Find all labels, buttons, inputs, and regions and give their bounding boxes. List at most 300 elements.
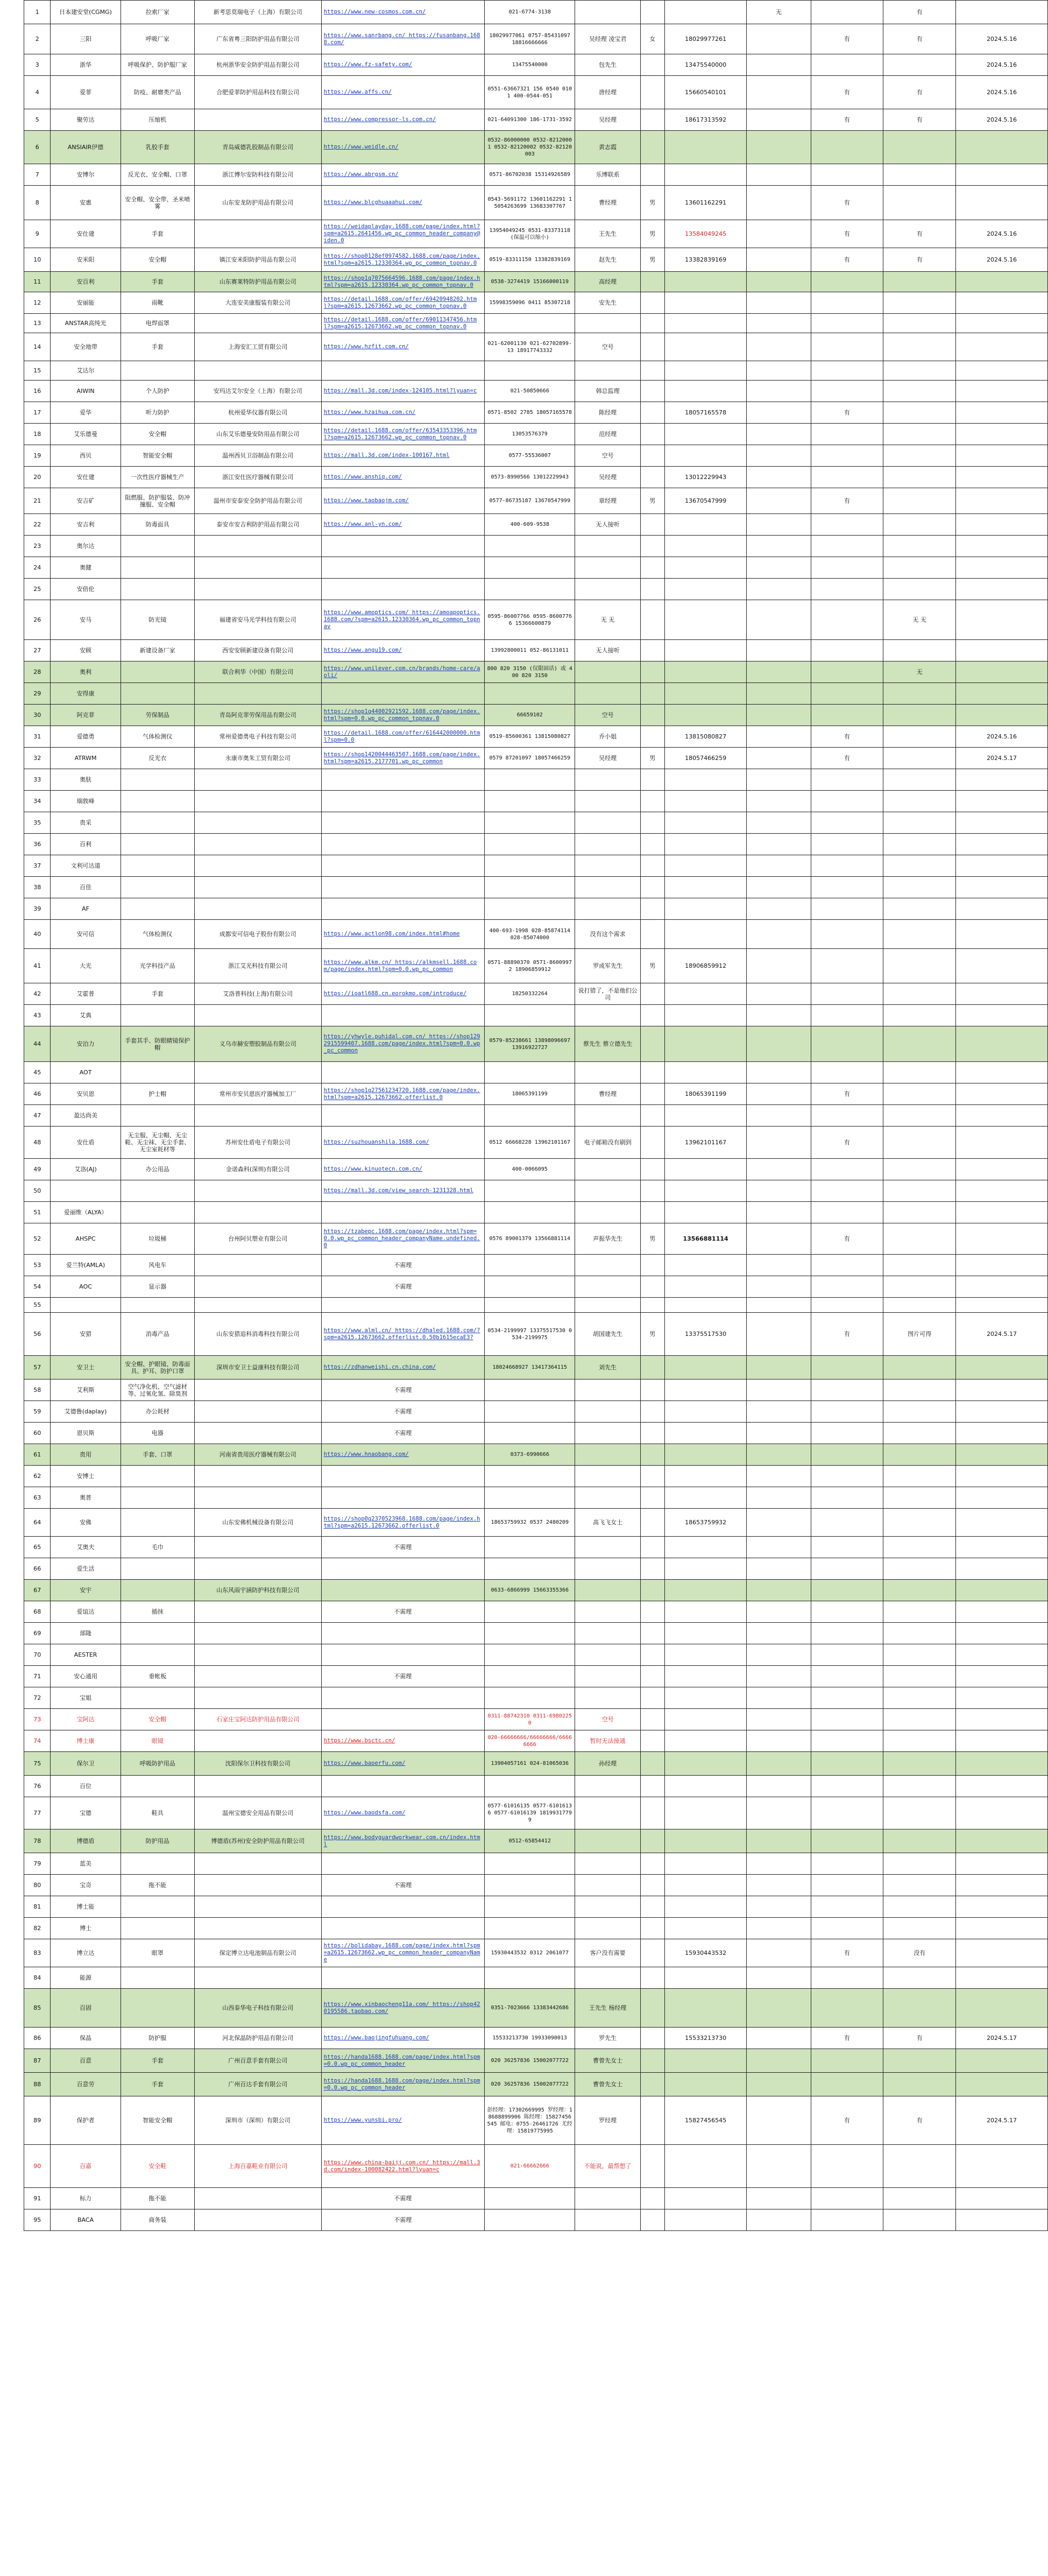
status-cell [747, 1580, 811, 1601]
website-link[interactable]: https://www.new-cosmos.com.cn/ [321, 1, 484, 24]
brand-cell: ATRWM [51, 748, 121, 769]
brand-cell: AOC [51, 1276, 121, 1298]
table-row [24, 877, 1048, 898]
category-cell [121, 855, 194, 877]
website-link[interactable]: https://www.weidle.cn/ [321, 131, 484, 164]
sex-cell [640, 769, 664, 791]
mobile-cell [664, 769, 747, 791]
phone-cell: 0543-5691172 13601162291 15054263699 13683307767 [484, 186, 575, 220]
date-cell [956, 834, 1048, 855]
table-row [24, 2028, 1048, 2049]
website-link[interactable]: https://www.compressor-ls.com.cn/ [321, 109, 484, 131]
sex-cell [640, 791, 664, 812]
company-cell: 联合利华（中国）有限公司 [194, 661, 321, 683]
category-cell: 雨靴 [121, 292, 194, 314]
row-number: 56 [24, 1313, 51, 1356]
website-link[interactable]: https://www.bodyguardworkwear.com.cn/index.html [321, 1829, 484, 1853]
status-cell [747, 402, 811, 424]
mobile-cell [664, 1829, 747, 1853]
phone-cell [484, 855, 575, 877]
phone-cell: 021-62001130 021-62702899-13 18917743332 [484, 333, 575, 361]
sex-cell [640, 54, 664, 76]
sex-cell: 男 [640, 488, 664, 514]
status-cell [747, 1829, 811, 1853]
row-number: 89 [24, 2096, 51, 2145]
website-link [321, 1580, 484, 1601]
mark2-cell: 没有 [883, 1939, 956, 1967]
website-link[interactable]: https://www.fz-safety.com/ [321, 54, 484, 76]
contact-cell [575, 1005, 640, 1026]
brand-cell: 安心通用 [51, 1666, 121, 1687]
website-link [321, 536, 484, 557]
date-cell [956, 1356, 1048, 1380]
mark1-cell [811, 292, 883, 314]
website-link[interactable]: https://www.hnaobang.com/ [321, 1444, 484, 1466]
sex-cell [640, 1558, 664, 1580]
category-cell [121, 1776, 194, 1797]
row-number: 80 [24, 1875, 51, 1896]
website-link[interactable]: https://www.baojingfuhuang.com/ [321, 2028, 484, 2049]
mobile-cell: 13815080827 [664, 726, 747, 748]
mark1-cell [811, 1298, 883, 1313]
mark1-cell [811, 683, 883, 705]
date-cell [956, 661, 1048, 683]
mobile-cell [664, 1918, 747, 1939]
category-cell: 毛巾 [121, 1537, 194, 1558]
category-cell [121, 834, 194, 855]
row-number: 11 [24, 272, 51, 292]
table-row [24, 834, 1048, 855]
mobile-cell [664, 2145, 747, 2188]
mark2-cell [883, 1159, 956, 1180]
website-link[interactable]: https://mall.3d.com/index-124105.html?lyuan=c [321, 381, 484, 402]
supplier-table [24, 0, 1048, 2231]
mark2-cell [883, 424, 956, 445]
status-cell [747, 705, 811, 726]
brand-cell: ANSTAR高纯光 [51, 314, 121, 333]
contact-cell: 客户没有需要 [575, 1939, 640, 1967]
website-link[interactable]: https://handa1688.1688.com/page/index.html?spm=0.0.wp_pc_common_header [321, 2049, 484, 2073]
company-cell [194, 1623, 321, 1644]
contact-cell: 章经理 [575, 488, 640, 514]
contact-cell: 高经理 [575, 272, 640, 292]
status-cell [747, 949, 811, 983]
mark2-cell [883, 381, 956, 402]
table-row [24, 1298, 1048, 1313]
website-link[interactable]: https://mall.3d.com/view_search-1231328.html [321, 1180, 484, 1202]
phone-cell: 021-66662666 [484, 2145, 575, 2188]
mobile-cell [664, 1180, 747, 1202]
website-link[interactable]: https://www.blcghuaaahui.com/ [321, 186, 484, 220]
row-number: 6 [24, 131, 51, 164]
status-cell [747, 877, 811, 898]
mobile-cell [664, 1797, 747, 1829]
website-link[interactable]: https://www.angu19.com/ [321, 640, 484, 661]
phone-cell [484, 557, 575, 579]
mobile-cell: 18906859912 [664, 949, 747, 983]
row-number: 35 [24, 812, 51, 834]
brand-cell: 爱菲 [51, 76, 121, 109]
company-cell [194, 1380, 321, 1401]
website-link: 不需理 [321, 1401, 484, 1423]
website-link[interactable]: https://detail.1688.com/offer/69011347456.html?spm=a2615.12673662.wp_pc_common_topnav.0 [321, 314, 484, 333]
brand-cell: 奥尔达 [51, 536, 121, 557]
website-link[interactable]: https://www.abrgsm.cn/ [321, 164, 484, 186]
category-cell: 风电车 [121, 1255, 194, 1276]
contact-cell: 胡国建先生 [575, 1313, 640, 1356]
website-link[interactable]: https://detail.1688.com/offer/616442000000.html?spm=0.0 [321, 726, 484, 748]
mark1-cell [811, 2145, 883, 2188]
company-cell: 广州百意手套有限公司 [194, 2049, 321, 2073]
mark2-cell: 有 [883, 1, 956, 24]
sex-cell [640, 1026, 664, 1062]
row-number: 78 [24, 1829, 51, 1853]
website-link[interactable]: https://www.affs.cn/ [321, 76, 484, 109]
brand-cell: 能源 [51, 1967, 121, 1989]
contact-cell: 包先生 [575, 54, 640, 76]
category-cell [121, 812, 194, 834]
row-number: 51 [24, 1202, 51, 1223]
brand-cell: 大光 [51, 949, 121, 983]
brand-cell: 安宇 [51, 1580, 121, 1601]
row-number: 71 [24, 1666, 51, 1687]
website-link[interactable]: https://www.bsctc.cn/ [321, 1730, 484, 1752]
website-link[interactable]: https://www.baodsfa.com/ [321, 1797, 484, 1829]
company-cell [194, 314, 321, 333]
category-cell: 安全帽 [121, 248, 194, 272]
contact-cell [575, 1180, 640, 1202]
row-number: 7 [24, 164, 51, 186]
category-cell [121, 1644, 194, 1666]
contact-cell: 无人接听 [575, 640, 640, 661]
contact-cell [575, 812, 640, 834]
brand-cell: 安卫士 [51, 1356, 121, 1380]
sex-cell: 男 [640, 949, 664, 983]
contact-cell: 曹曾先女士 [575, 2049, 640, 2073]
website-link[interactable]: https://www.xinbaocheng11a.com/ https://shop420195586.taobao.com/ [321, 1989, 484, 2028]
row-number: 73 [24, 1709, 51, 1730]
company-cell: 青岛威德乳胶制品有限公司 [194, 131, 321, 164]
website-link [321, 791, 484, 812]
website-link[interactable]: https://www.china-baijj.com.cn/ https://mall.3d.com/index-100082422.html?lyuan=c [321, 2145, 484, 2188]
mark2-cell [883, 1083, 956, 1105]
contact-cell: 黄志霞 [575, 131, 640, 164]
company-cell [194, 683, 321, 705]
table-row [24, 2096, 1048, 2145]
contact-cell [575, 1401, 640, 1423]
table-row [24, 314, 1048, 333]
row-number: 26 [24, 600, 51, 640]
category-cell: 手套其手、防眼睛镜保护帽 [121, 1026, 194, 1062]
website-link[interactable]: https://shop1q27561234720.1688.com/page/index.html?spm=a2615.12673662.offerlist.0 [321, 1083, 484, 1105]
website-link[interactable]: https://www.actlon98.com/index.html#home [321, 920, 484, 949]
table-row [24, 1380, 1048, 1401]
sex-cell: 男 [640, 748, 664, 769]
brand-cell: 安马 [51, 600, 121, 640]
category-cell: 呼吸防护用品 [121, 1752, 194, 1776]
website-link[interactable]: https://www.alkm.cn/ https://alkmsell.1688.com/page/index.html?spm=0.0.wp_pc_common [321, 949, 484, 983]
website-link[interactable]: https://handa1688.1688.com/page/index.html?spm=0.0.wp_pc_common_header [321, 2073, 484, 2096]
row-number: 70 [24, 1644, 51, 1666]
contact-cell [575, 579, 640, 600]
table-row [24, 983, 1048, 1005]
mark2-cell [883, 920, 956, 949]
contact-cell: 蔡先生 蔡立德先生 [575, 1026, 640, 1062]
phone-cell: 800 820 3150 (仅限固话) 或 400 820 3150 [484, 661, 575, 683]
mobile-cell [664, 1623, 747, 1644]
website-link[interactable]: https://www.sanrbang.cn/ https://fusanbang.1688.com/ [321, 24, 484, 54]
company-cell [194, 1466, 321, 1487]
row-number: 72 [24, 1687, 51, 1709]
status-cell [747, 1380, 811, 1401]
date-cell [956, 683, 1048, 705]
contact-cell: 罗先生 [575, 2028, 640, 2049]
date-cell [956, 1623, 1048, 1644]
company-cell: 浙江博尔安防科技有限公司 [194, 164, 321, 186]
company-cell [194, 1853, 321, 1875]
phone-cell: 0577-55536007 [484, 445, 575, 467]
date-cell [956, 640, 1048, 661]
table-row [24, 54, 1048, 76]
row-number: 21 [24, 488, 51, 514]
table-row [24, 1537, 1048, 1558]
website-link[interactable]: https://weidaplayday.1688.com/page/index.html?spm=a2615.2641456.wp_pc_common_header_company@iden.0 [321, 220, 484, 248]
status-cell [747, 1776, 811, 1797]
row-number: 60 [24, 1423, 51, 1444]
row-number: 16 [24, 381, 51, 402]
sex-cell [640, 1580, 664, 1601]
category-cell: 护士帽 [121, 1083, 194, 1105]
mobile-cell [664, 164, 747, 186]
phone-cell: 0595-86007766 0595-86007766 15366600879 [484, 600, 575, 640]
website-link[interactable]: https://www.amoptics.com/ https://amoapoptics.1688.com/?spm=a2615.12330364.wp_pc_common_topnav [321, 600, 484, 640]
contact-cell [575, 1580, 640, 1601]
mark2-cell [883, 1918, 956, 1939]
sex-cell [640, 1666, 664, 1687]
status-cell [747, 333, 811, 361]
category-cell [121, 1967, 194, 1989]
company-cell [194, 579, 321, 600]
sex-cell [640, 877, 664, 898]
mark1-cell [811, 1853, 883, 1875]
table-row [24, 2073, 1048, 2096]
status-cell [747, 186, 811, 220]
website-link[interactable]: https://detail.1688.com/offer/69420948202.html?spm=a2615.12673662.wp_pc_common_topnav.0 [321, 292, 484, 314]
category-cell: 防护服 [121, 2028, 194, 2049]
mark1-cell [811, 314, 883, 333]
table-row [24, 898, 1048, 920]
mark1-cell [811, 1687, 883, 1709]
phone-cell: 0373-6990666 [484, 1444, 575, 1466]
mark2-cell: 无 [883, 661, 956, 683]
contact-cell: 不能说，最帮想了 [575, 2145, 640, 2188]
website-link[interactable]: https://www.anl-yn.com/ [321, 514, 484, 536]
company-cell: 永康市奥朱工贸有限公司 [194, 748, 321, 769]
mark1-cell [811, 1752, 883, 1776]
mobile-cell [664, 333, 747, 361]
status-cell [747, 1298, 811, 1313]
mark1-cell [811, 769, 883, 791]
brand-cell: 艾利斯 [51, 1380, 121, 1401]
sex-cell [640, 2073, 664, 2096]
brand-cell: 爱华 [51, 402, 121, 424]
category-cell: 智能安全帽 [121, 2096, 194, 2145]
phone-cell: 0519-85600361 13815080827 [484, 726, 575, 748]
website-link[interactable]: https://shop0q2370523968.1688.com/page/index.html?spm=a2615.12673662.offerlist.0 [321, 1509, 484, 1537]
mark2-cell [883, 640, 956, 661]
category-cell: 压缩机 [121, 109, 194, 131]
mobile-cell [664, 1005, 747, 1026]
row-number: 85 [24, 1989, 51, 2028]
website-link[interactable]: https://www.kinuotecn.com.cn/ [321, 1159, 484, 1180]
website-link: 不需理 [321, 1423, 484, 1444]
status-cell [747, 1423, 811, 1444]
status-cell [747, 600, 811, 640]
date-cell [956, 1202, 1048, 1223]
phone-cell: 15998359096 0411 85307218 [484, 292, 575, 314]
category-cell: 听力防护 [121, 402, 194, 424]
website-link[interactable]: https://zdhanweishi.cn.china.com/ [321, 1356, 484, 1380]
row-number: 17 [24, 402, 51, 424]
status-cell [747, 1875, 811, 1896]
mark1-cell [811, 2209, 883, 2231]
website-link[interactable]: https://shop1q7075664596.1688.com/page/index.html?spm=a2615.12330364.wp_pc_common_topnav.0 [321, 272, 484, 292]
date-cell [956, 424, 1048, 445]
company-cell: 上海百嘉鞋业有限公司 [194, 2145, 321, 2188]
mark2-cell: 有 [883, 24, 956, 54]
website-link [321, 1202, 484, 1223]
mark1-cell [811, 1202, 883, 1223]
contact-cell: 孙经理 [575, 1752, 640, 1776]
row-number: 74 [24, 1730, 51, 1752]
table-row [24, 1127, 1048, 1159]
phone-cell [484, 1105, 575, 1127]
date-cell [956, 1666, 1048, 1687]
date-cell [956, 1875, 1048, 1896]
date-cell: 2024.5.16 [956, 54, 1048, 76]
website-link[interactable]: https://shop0128ef0974582.1688.com/page/index.html?spm=a2615.12330364.wp_pc_common_topnav.0 [321, 248, 484, 272]
website-link[interactable]: https://www.alml.cn/ https://dhaled.1688.com/?spm=a2615.12673662.offerlist.0.50b1615ecaE3? [321, 1313, 484, 1356]
sex-cell [640, 131, 664, 164]
website-link[interactable]: https://www.yunsbi.pro/ [321, 2096, 484, 2145]
contact-cell [575, 1853, 640, 1875]
date-cell [956, 1709, 1048, 1730]
mark1-cell: 有 [811, 248, 883, 272]
website-link[interactable]: https://www.hzfit.com.cn/ [321, 333, 484, 361]
brand-cell: 安得康 [51, 683, 121, 705]
sex-cell [640, 1062, 664, 1083]
sex-cell [640, 898, 664, 920]
mark2-cell [883, 705, 956, 726]
website-link [321, 1558, 484, 1580]
contact-cell: 陈经理 [575, 402, 640, 424]
contact-cell: 空号 [575, 445, 640, 467]
mark1-cell: 有 [811, 1939, 883, 1967]
website-link[interactable]: https://www.baoerfu.com/ [321, 1752, 484, 1776]
website-link[interactable]: https://www.taobaojm.com/ [321, 488, 484, 514]
table-row [24, 248, 1048, 272]
company-cell: 艾洛普科技(上海)有限公司 [194, 983, 321, 1005]
phone-cell: 18250332264 [484, 983, 575, 1005]
company-cell: 泰安市安吉利防护用品有限公司 [194, 514, 321, 536]
website-link[interactable]: https://mall.3d.com/index-100167.html [321, 445, 484, 467]
website-link[interactable]: https://www.hzaihua.com.cn/ [321, 402, 484, 424]
website-link[interactable]: https://www.unilever.com.cn/brands/home-care/aoli/ [321, 661, 484, 683]
status-cell [747, 1062, 811, 1083]
mark2-cell [883, 1989, 956, 2028]
category-cell: 安全帽、安全带、圣米喷雾 [121, 186, 194, 220]
website-link[interactable]: https://yhwyle.puhidal.com.cn/ https://shop1292915599407.1688.com/page/index.html?spm=0.0.wp_pc_common [321, 1026, 484, 1062]
brand-cell: 保晶 [51, 2028, 121, 2049]
contact-cell [575, 1967, 640, 1989]
table-row [24, 109, 1048, 131]
sex-cell [640, 1509, 664, 1537]
table-row [24, 1487, 1048, 1509]
website-link [321, 812, 484, 834]
category-cell [121, 1466, 194, 1487]
company-cell [194, 898, 321, 920]
company-cell [194, 791, 321, 812]
mark2-cell [883, 1202, 956, 1223]
brand-cell: 博立达 [51, 1939, 121, 1967]
phone-cell [484, 1918, 575, 1939]
phone-cell: 020 36257836 15002077722 [484, 2073, 575, 2096]
sex-cell [640, 1, 664, 24]
category-cell [121, 877, 194, 898]
mark1-cell: 有 [811, 186, 883, 220]
mark1-cell [811, 812, 883, 834]
company-cell: 新考思莫瑞电子（上海）有限公司 [194, 1, 321, 24]
table-row [24, 220, 1048, 248]
mark1-cell [811, 467, 883, 488]
sex-cell [640, 1875, 664, 1896]
date-cell [956, 920, 1048, 949]
website-link[interactable]: https://bolidabay.1688.com/page/index.html?spm=a2615.12673662.wp_pc_common_header_companyName [321, 1939, 484, 1967]
mark1-cell [811, 600, 883, 640]
sex-cell [640, 1939, 664, 1967]
website-link[interactable]: https://tzabepc.1688.com/page/index.html?spm=0.0.wp_pc_common_header_companyName.undefined.0 [321, 1223, 484, 1255]
mark1-cell [811, 1829, 883, 1853]
sex-cell [640, 314, 664, 333]
website-link[interactable]: https://ioatl688.cn.eorokmo.com/introduce/ [321, 983, 484, 1005]
phone-cell: 15930443532 0312 2061077 [484, 1939, 575, 1967]
mobile-cell [664, 536, 747, 557]
mark1-cell [811, 1509, 883, 1537]
website-link[interactable]: https://detail.1688.com/offer/63543353396.html?spm=a2615.12673662.wp_pc_common_topnav.0 [321, 424, 484, 445]
category-cell: 手套 [121, 272, 194, 292]
sex-cell [640, 2049, 664, 2073]
company-cell: 山东安龙防护用品有限公司 [194, 186, 321, 220]
company-cell: 杭州爱华仪器有限公司 [194, 402, 321, 424]
date-cell [956, 1466, 1048, 1487]
category-cell: 显示器 [121, 1276, 194, 1298]
mark2-cell [883, 579, 956, 600]
website-link [321, 1623, 484, 1644]
sex-cell [640, 1005, 664, 1026]
website-link[interactable]: https://shop1q44002921592.1688.com/page/index.html?spm=0.0.wp_pc_common_topnav.0 [321, 705, 484, 726]
category-cell [121, 1896, 194, 1918]
brand-cell: 安丽能 [51, 292, 121, 314]
sex-cell [640, 2188, 664, 2209]
sex-cell [640, 640, 664, 661]
website-link[interactable]: https://shop1420044463507.1688.com/page/index.html?spm=a2615.2177701.wp_pc_common [321, 748, 484, 769]
mark2-cell [883, 1423, 956, 1444]
website-link[interactable]: https://suzhouanshila.1688.com/ [321, 1127, 484, 1159]
phone-cell: 18029977061 0757-85431097 18816666666 [484, 24, 575, 54]
brand-cell: 艾德鲁(daplay) [51, 1401, 121, 1423]
website-link[interactable]: https://www.anshiq.com/ [321, 467, 484, 488]
contact-cell [575, 1380, 640, 1401]
